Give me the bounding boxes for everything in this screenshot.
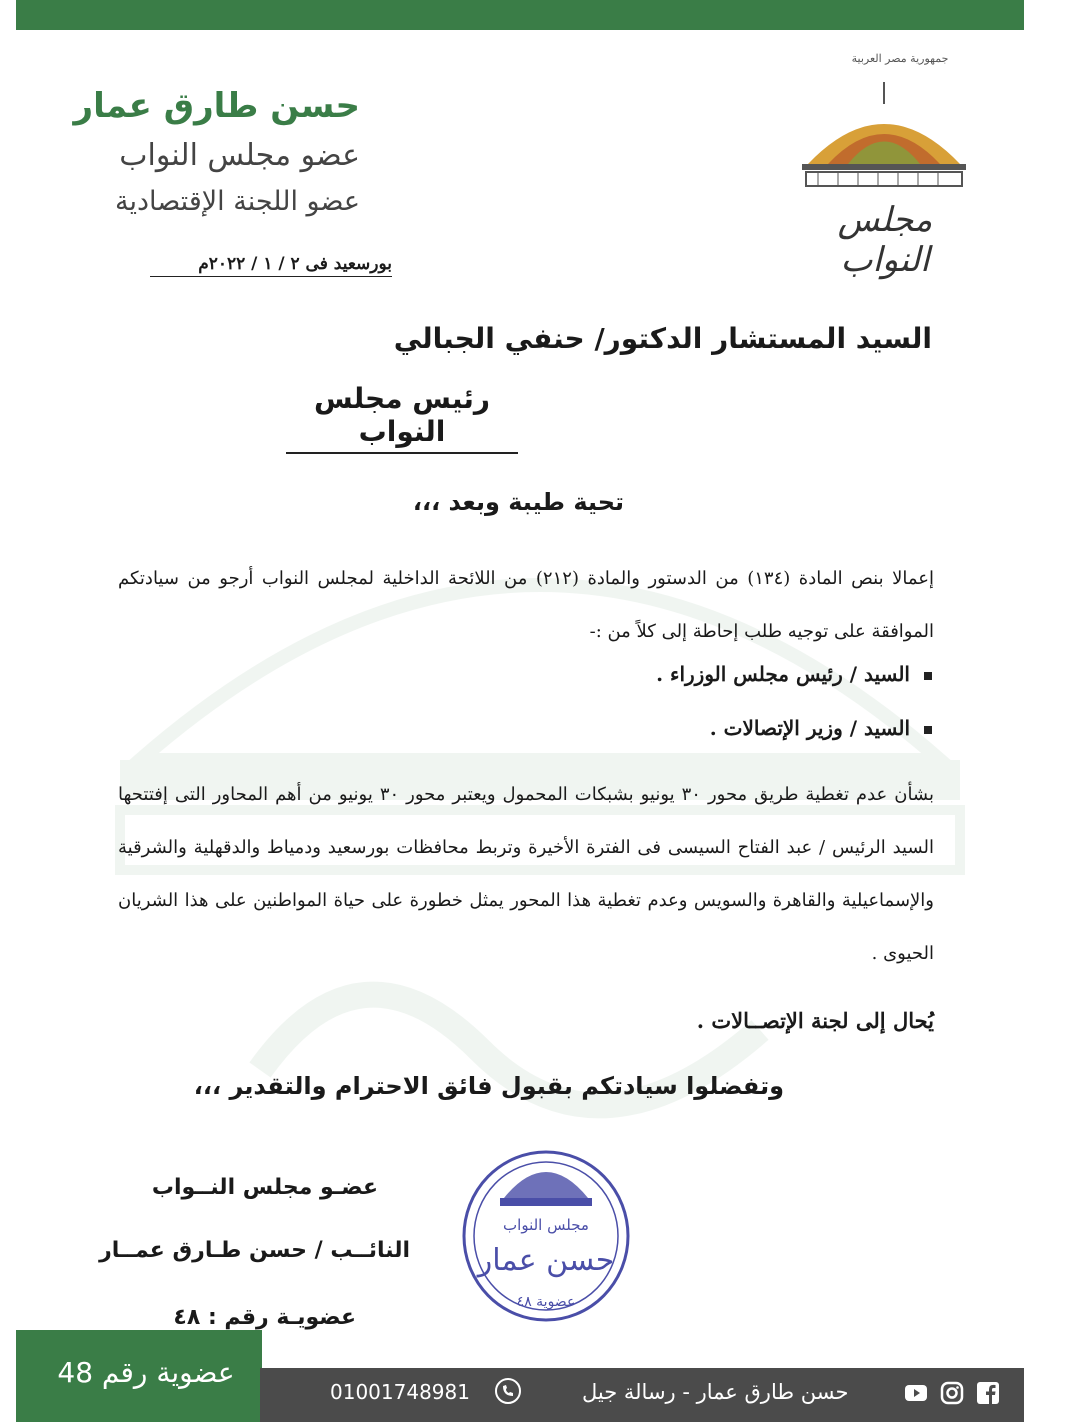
footer-phone[interactable]: 01001748981 xyxy=(330,1380,470,1404)
footer-membership: عضوية رقم 48 xyxy=(57,1356,235,1389)
body-paragraph-2: بشأن عدم تغطية طريق محور ٣٠ يونيو بشبكات المحمول ويعتبر محور ٣٠ يونيو من أهم المحاور التى إفتتحها السيد الرئيس / عبد الفتاح السيسى فى الفترة الأخيرة وتربط محافظات بورسعيد ودمياط والدقهلية والشرقية والإسماعيلية والقاهرة والسويس وعدم تغطية هذا المحور يمثل خطورة على حياة المواطنين على هذا الشريان الحيوى . xyxy=(118,784,934,964)
signature-name: النائــب / حسن طـارق عمــار xyxy=(99,1238,410,1263)
council-logo-text: مجلس النواب xyxy=(837,200,933,280)
bullet-square-icon xyxy=(924,726,932,734)
addressee-title: رئيس مجلس النواب xyxy=(286,382,518,454)
stamp-top-text: مجلس النواب xyxy=(503,1216,589,1234)
letter-date: بورسعيد فى ٢ / ١ / ٢٠٢٢م xyxy=(150,254,392,277)
committee-role: عضو اللجنة الإقتصادية xyxy=(115,186,360,217)
council-watermark-icon xyxy=(60,290,1020,1190)
referral-note: يُحال إلى لجنة الإتصــالات . xyxy=(696,1008,934,1033)
facebook-icon[interactable] xyxy=(976,1381,1000,1405)
whatsapp-icon[interactable] xyxy=(494,1377,522,1405)
bullet-text: السيد / رئيس مجلس الوزراء . xyxy=(656,662,910,686)
member-name: حسن طارق عمار xyxy=(73,86,360,126)
addressee-name: السيد المستشار الدكتور/ حنفي الجبالي xyxy=(393,322,932,355)
official-stamp xyxy=(456,1146,636,1326)
signature-role: عضـو مجلس النــواب xyxy=(151,1175,378,1200)
youtube-icon[interactable] xyxy=(904,1381,928,1405)
bullet-item xyxy=(656,662,932,686)
stamp-name-text: حسن عمار xyxy=(477,1243,615,1278)
dome-icon xyxy=(798,74,970,194)
top-green-bar xyxy=(16,0,1024,30)
body-paragraph-1: إعمالا بنص المادة (١٣٤) من الدستور والمادة (٢١٢) من اللائحة الداخلية لمجلس النواب أرجو من سيادتكم الموافقة على توجيه طلب إحاطة إلى كلاً من :- xyxy=(118,568,935,642)
bullet-item xyxy=(710,716,932,740)
instagram-icon[interactable] xyxy=(940,1381,964,1405)
closing-line: وتفضلوا سيادتكم بقبول فائق الاحترام والتقدير ،،، xyxy=(193,1072,784,1100)
stamp-bottom-text: عضوية ٤٨ xyxy=(516,1294,576,1310)
member-role: عضو مجلس النواب xyxy=(119,138,360,173)
greeting: تحية طيبة وبعد ،،، xyxy=(412,488,624,516)
signature-membership: عضويـة رقم : ٤٨ xyxy=(173,1305,356,1330)
footer-tagline: حسن طارق عمار - رسالة جيل xyxy=(582,1380,849,1404)
republic-label: جمهورية مصر العربية xyxy=(851,52,949,65)
bullet-text: السيد / وزير الإتصالات . xyxy=(709,716,910,740)
bullet-square-icon xyxy=(924,672,932,680)
council-logo xyxy=(790,52,980,280)
